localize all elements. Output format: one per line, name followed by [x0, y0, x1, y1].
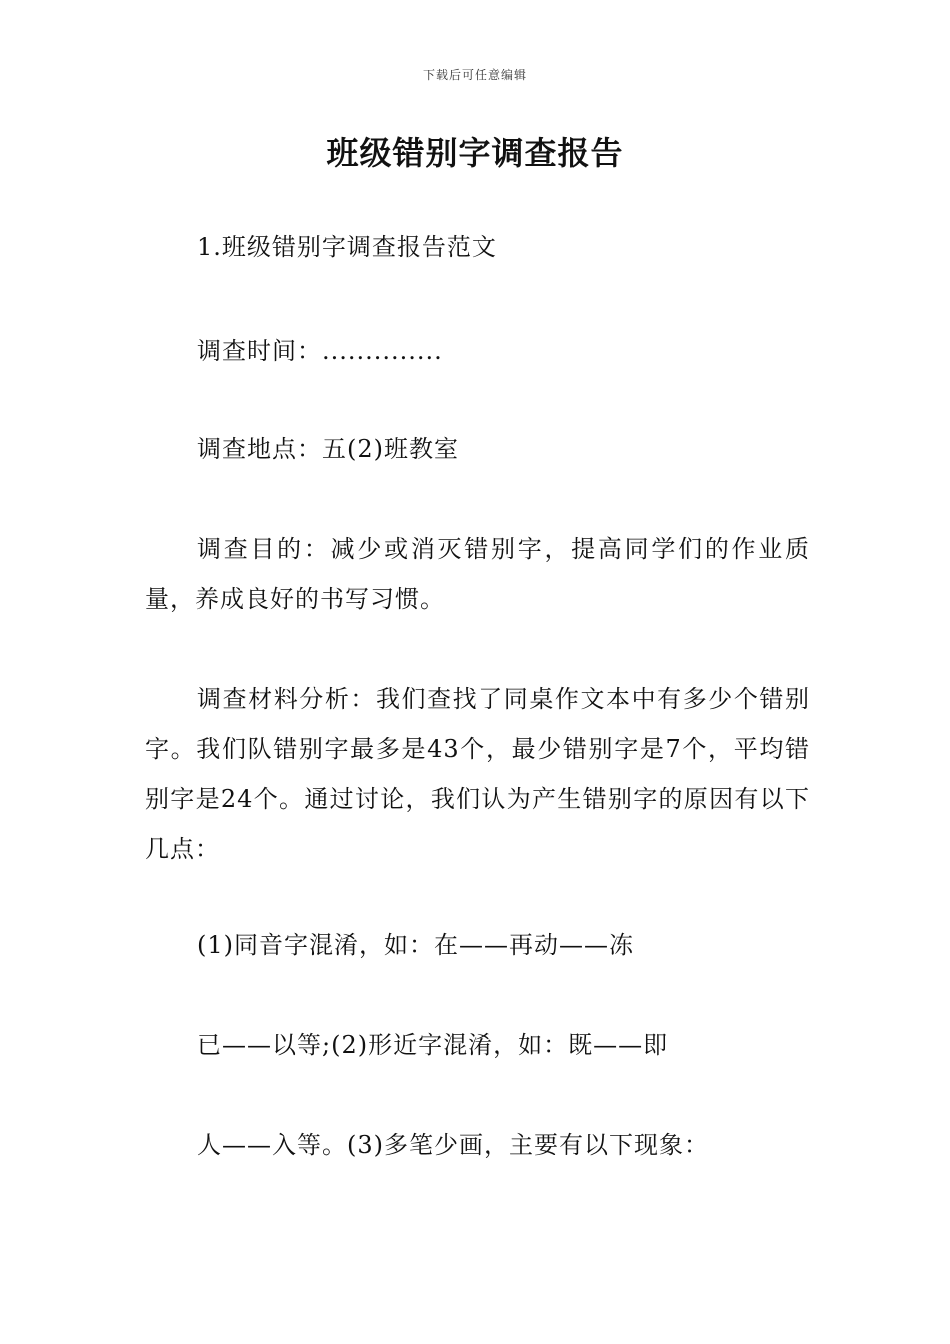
paragraph-survey-time: 调查时间：.............. [197, 337, 443, 365]
paragraph-survey-location: 调查地点：五(2)班教室 [197, 435, 459, 463]
paragraph-section-heading: 1.班级错别字调查报告范文 [197, 233, 497, 261]
paragraph-item-1: (1)同音字混淆，如：在——再动——冻 [197, 931, 634, 959]
header-note: 下载后可任意编辑 [422, 68, 527, 82]
paragraph-item-2: 已——以等;(2)形近字混淆，如：既——即 [197, 1031, 669, 1059]
document-title: 班级错别字调查报告 [326, 134, 624, 172]
paragraph-material-analysis: 调查材料分析：我们查找了同桌作文本中有多少个错别字。我们队错别字最多是43个，最少错别字是7个，平均错别字是24个。通过讨论，我们认为产生错别字的原因有以下几点： [145, 685, 810, 863]
paragraph-item-3: 人——入等。(3)多笔少画，主要有以下现象： [197, 1131, 709, 1159]
paragraph-survey-purpose: 调查目的：减少或消灭错别字，提高同学们的作业质量，养成良好的书写习惯。 [145, 535, 810, 613]
